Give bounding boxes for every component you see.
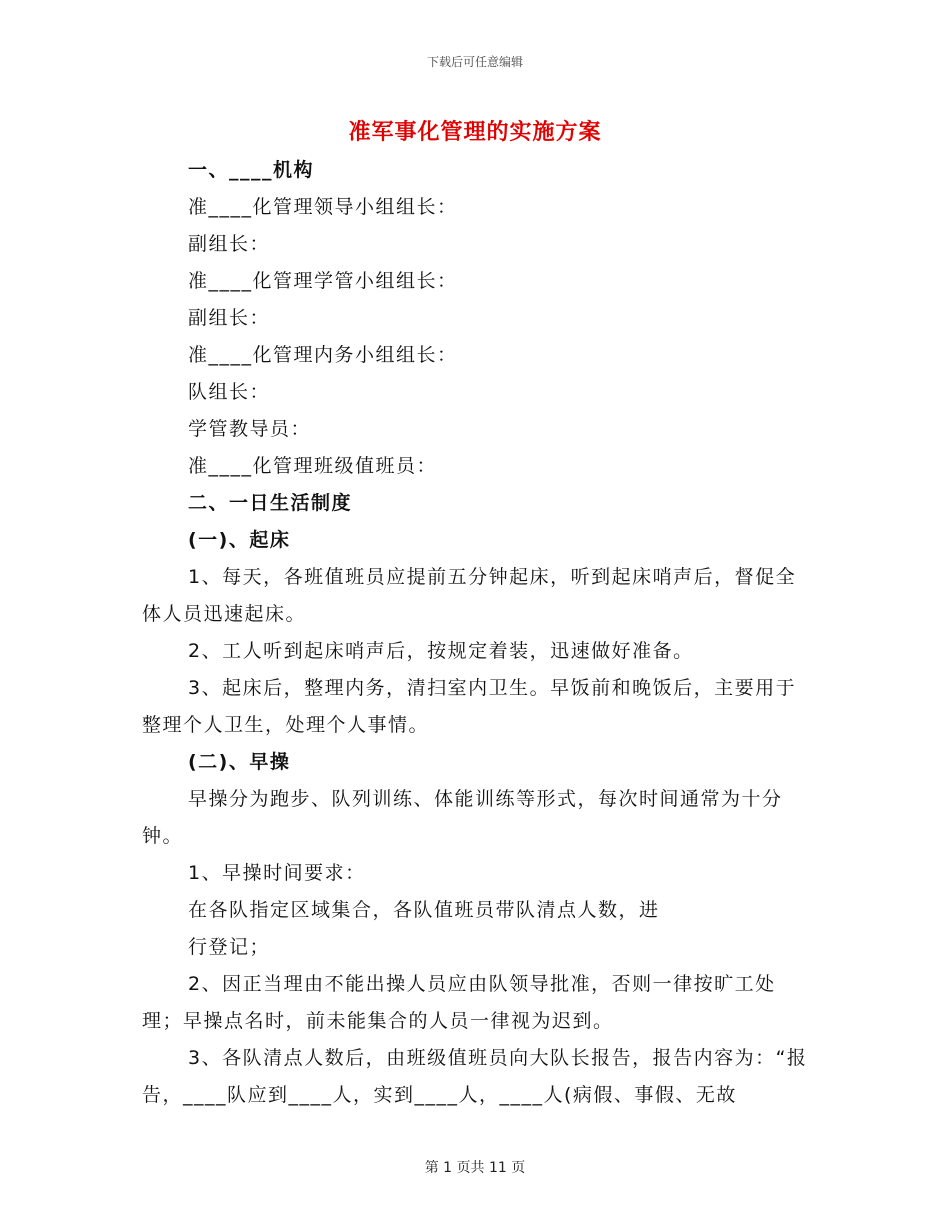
- paragraph: 2、因正当理由不能出操人员应由队领导批准，否则一律按旷工处理；早操点名时，前未能集合的人员一律视为迟到。: [142, 973, 776, 1032]
- page-header-note: 下载后可任意编辑: [426, 55, 523, 69]
- paragraph: 3、起床后，整理内务，清扫室内卫生。早饭前和晚饭后，主要用于整理个人卫生，处理个人事情。: [142, 677, 797, 736]
- page-footer: 第 1 页共 11 页: [424, 1160, 526, 1176]
- document-body: [142, 152, 812, 1114]
- paragraph: (一)、起床: [188, 529, 291, 551]
- paragraph: 准____化管理班级值班员：: [188, 455, 438, 477]
- paragraph: 准____化管理领导小组组长：: [188, 196, 458, 218]
- paragraph: 1、每天，各班值班员应提前五分钟起床，听到起床哨声后，督促全体人员迅速起床。: [142, 566, 797, 625]
- paragraph: 在各队指定区域集合，各队值班员带队清点人数，进: [188, 899, 660, 921]
- paragraph: 一、____机构: [188, 159, 315, 181]
- paragraph: 队组长：: [188, 381, 271, 403]
- paragraph: 早操分为跑步、队列训练、体能训练等形式，每次时间通常为十分钟。: [142, 788, 783, 847]
- paragraph: 1、早操时间要求：: [188, 862, 366, 884]
- document-title: 准军事化管理的实施方案: [348, 120, 602, 145]
- paragraph: 准____化管理内务小组组长：: [188, 344, 458, 366]
- paragraph: 准____化管理学管小组组长：: [188, 270, 458, 292]
- paragraph: 副组长：: [188, 307, 271, 329]
- paragraph: 副组长：: [188, 233, 271, 255]
- paragraph: (二)、早操: [188, 751, 291, 773]
- paragraph: 学管教导员：: [188, 418, 312, 440]
- paragraph: 二、一日生活制度: [188, 492, 353, 514]
- paragraph: 3、各队清点人数后，由班级值班员向大队长报告，报告内容为：“报告，____队应到____人，实到____人，____人(病假、事假、无故: [142, 1047, 808, 1106]
- paragraph: 行登记；: [188, 936, 271, 958]
- paragraph: 2、工人听到起床哨声后，按规定着装，迅速做好准备。: [188, 640, 694, 662]
